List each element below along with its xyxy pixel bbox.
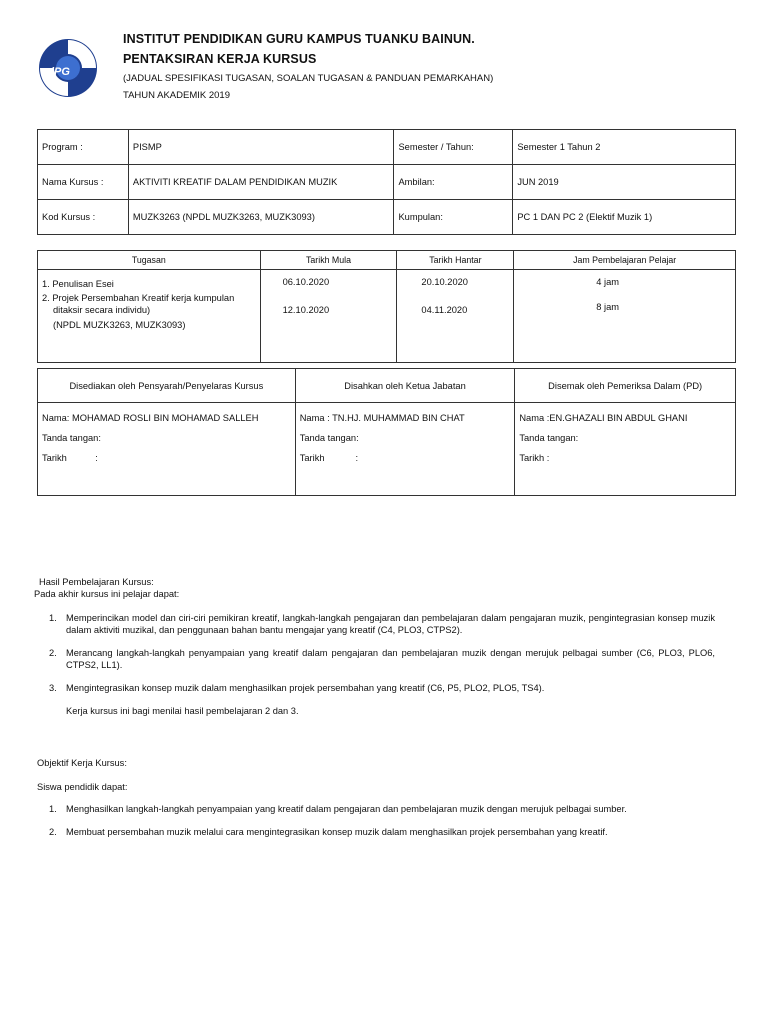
course-info-table: [37, 129, 736, 235]
checked-by-cell: [515, 403, 736, 496]
outcomes-list: [49, 612, 715, 694]
approved-by-signature-label: Tanda tangan:: [299, 433, 359, 443]
task-2-line1: 2. Projek Persembahan Kreatif kerja kumpulan: [42, 293, 235, 303]
objectives-list: [49, 803, 715, 838]
intake-label: Ambilan:: [394, 165, 513, 200]
checked-by-date-label: Tarikh :: [519, 453, 550, 463]
group-label: Kumpulan:: [394, 200, 513, 235]
course-name-value: AKTIVITI KREATIF DALAM PENDIDIKAN MUZIK: [128, 165, 394, 200]
table-row: [38, 165, 736, 200]
task-2-line2: ditaksir secara individu): [53, 305, 151, 315]
list-number: 1.: [49, 613, 57, 623]
outcomes-note: Kerja kursus ini bagi menilai hasil pembelajaran 2 dan 3.: [66, 706, 299, 716]
list-text: Mengintegrasikan konsep muzik dalam menghasilkan projek persembahan yang kreatif (C6, P5, PLO2, PLO5, TS4).: [66, 683, 545, 693]
subtitle: (JADUAL SPESIFIKASI TUGASAN, SOALAN TUGASAN & PANDUAN PEMARKAHAN): [123, 73, 494, 84]
table-row: [38, 403, 736, 496]
approved-by-cell: [295, 403, 515, 496]
task-table: [37, 250, 736, 363]
course-code-value: MUZK3263 (NPDL MUZK3263, MUZK3093): [128, 200, 394, 235]
objectives-intro: Siswa pendidik dapat:: [37, 782, 128, 792]
list-item: [49, 803, 715, 815]
table-row: [38, 130, 736, 165]
outcomes-heading: Hasil Pembelajaran Kursus:: [39, 577, 154, 587]
start-date-2: 12.10.2020: [282, 305, 330, 315]
due-date-cell: [397, 270, 514, 363]
logo-text: iPG: [51, 66, 70, 78]
header-due-date: Tarikh Hantar: [397, 251, 514, 270]
ipg-logo: [38, 34, 98, 102]
checked-by-signature-label: Tanda tangan:: [519, 433, 579, 443]
start-date-cell: [260, 270, 397, 363]
approved-by-name: Nama : TN.HJ. MUHAMMAD BIN CHAT: [299, 413, 465, 423]
prepared-by-cell: [38, 403, 296, 496]
outcomes-intro: Pada akhir kursus ini pelajar dapat:: [34, 589, 180, 599]
signature-table: [37, 368, 736, 496]
program-label: Program :: [38, 130, 129, 165]
prepared-by-header: Disediakan oleh Pensyarah/Penyelaras Kursus: [38, 369, 296, 403]
list-item: [49, 612, 715, 636]
institution-title: INSTITUT PENDIDIKAN GURU KAMPUS TUANKU BAINUN.: [123, 32, 475, 46]
list-text: Membuat persembahan muzik melalui cara mengintegrasikan konsep muzik dalam menghasilkan projek persembahan yang kreatif.: [66, 827, 608, 837]
list-number: 1.: [49, 804, 57, 814]
course-name-label: Nama Kursus :: [38, 165, 129, 200]
list-number: 2.: [49, 827, 57, 837]
approved-by-date-label: Tarikh :: [299, 453, 359, 463]
header-start-date: Tarikh Mula: [260, 251, 397, 270]
table-header-row: [38, 369, 736, 403]
semester-label: Semester / Tahun:: [394, 130, 513, 165]
objectives-heading: Objektif Kerja Kursus:: [37, 758, 127, 768]
start-date-1: 06.10.2020: [282, 277, 330, 287]
due-date-1: 20.10.2020: [421, 277, 468, 287]
course-code-label: Kod Kursus :: [38, 200, 129, 235]
due-date-2: 04.11.2020: [421, 305, 468, 315]
list-text: Merancang langkah-langkah penyampaian yang kreatif dalam pengajaran dan pembelajaran muzik dengan merujuk pelbagai sumber (C6, PLO3, PLO6, CTPS2, LL1).: [66, 648, 715, 670]
header-student-hours: Jam Pembelajaran Pelajar: [514, 251, 736, 270]
list-text: Memperincikan model dan ciri-ciri pemikiran kreatif, langkah-langkah pengajaran dan pembelajaran dalam pengajaran muzik, pengintegrasian konsep muzik dalam aktiviti muzikal, dan penggunaan bahan bantu mengajar yang kreatif (C4, PLO3, CTPS2).: [66, 613, 715, 635]
hours-cell: [514, 270, 736, 363]
semester-value: Semester 1 Tahun 2: [513, 130, 736, 165]
table-header-row: [38, 251, 736, 270]
prepared-by-signature-label: Tanda tangan:: [42, 433, 101, 443]
assessment-title: PENTAKSIRAN KERJA KURSUS: [123, 52, 317, 66]
group-value: PC 1 DAN PC 2 (Elektif Muzik 1): [513, 200, 736, 235]
task-1: 1. Penulisan Esei: [42, 279, 114, 289]
table-row: [38, 270, 736, 363]
task-2-line3: (NPDL MUZK3263, MUZK3093): [53, 320, 186, 330]
hours-1: 4 jam: [596, 277, 620, 287]
list-item: [49, 682, 715, 694]
intake-value: JUN 2019: [513, 165, 736, 200]
academic-year: TAHUN AKADEMIK 2019: [123, 90, 231, 101]
list-number: 2.: [49, 648, 57, 658]
prepared-by-name: Nama: MOHAMAD ROSLI BIN MOHAMAD SALLEH: [42, 413, 259, 423]
list-item: [49, 826, 715, 838]
checked-by-name: Nama :EN.GHAZALI BIN ABDUL GHANI: [519, 413, 688, 423]
task-cell: [38, 270, 261, 363]
approved-by-header: Disahkan oleh Ketua Jabatan: [295, 369, 515, 403]
list-number: 3.: [49, 683, 57, 693]
hours-2: 8 jam: [596, 302, 620, 312]
header-task: Tugasan: [38, 251, 261, 270]
list-text: Menghasilkan langkah-langkah penyampaian yang kreatif dalam pengajaran dan pembelajaran muzik dengan merujuk pelbagai sumber.: [66, 804, 627, 814]
list-item: [49, 647, 715, 671]
table-row: [38, 200, 736, 235]
program-value: PISMP: [128, 130, 394, 165]
prepared-by-date-label: Tarikh :: [42, 453, 98, 463]
checked-by-header: Disemak oleh Pemeriksa Dalam (PD): [515, 369, 736, 403]
